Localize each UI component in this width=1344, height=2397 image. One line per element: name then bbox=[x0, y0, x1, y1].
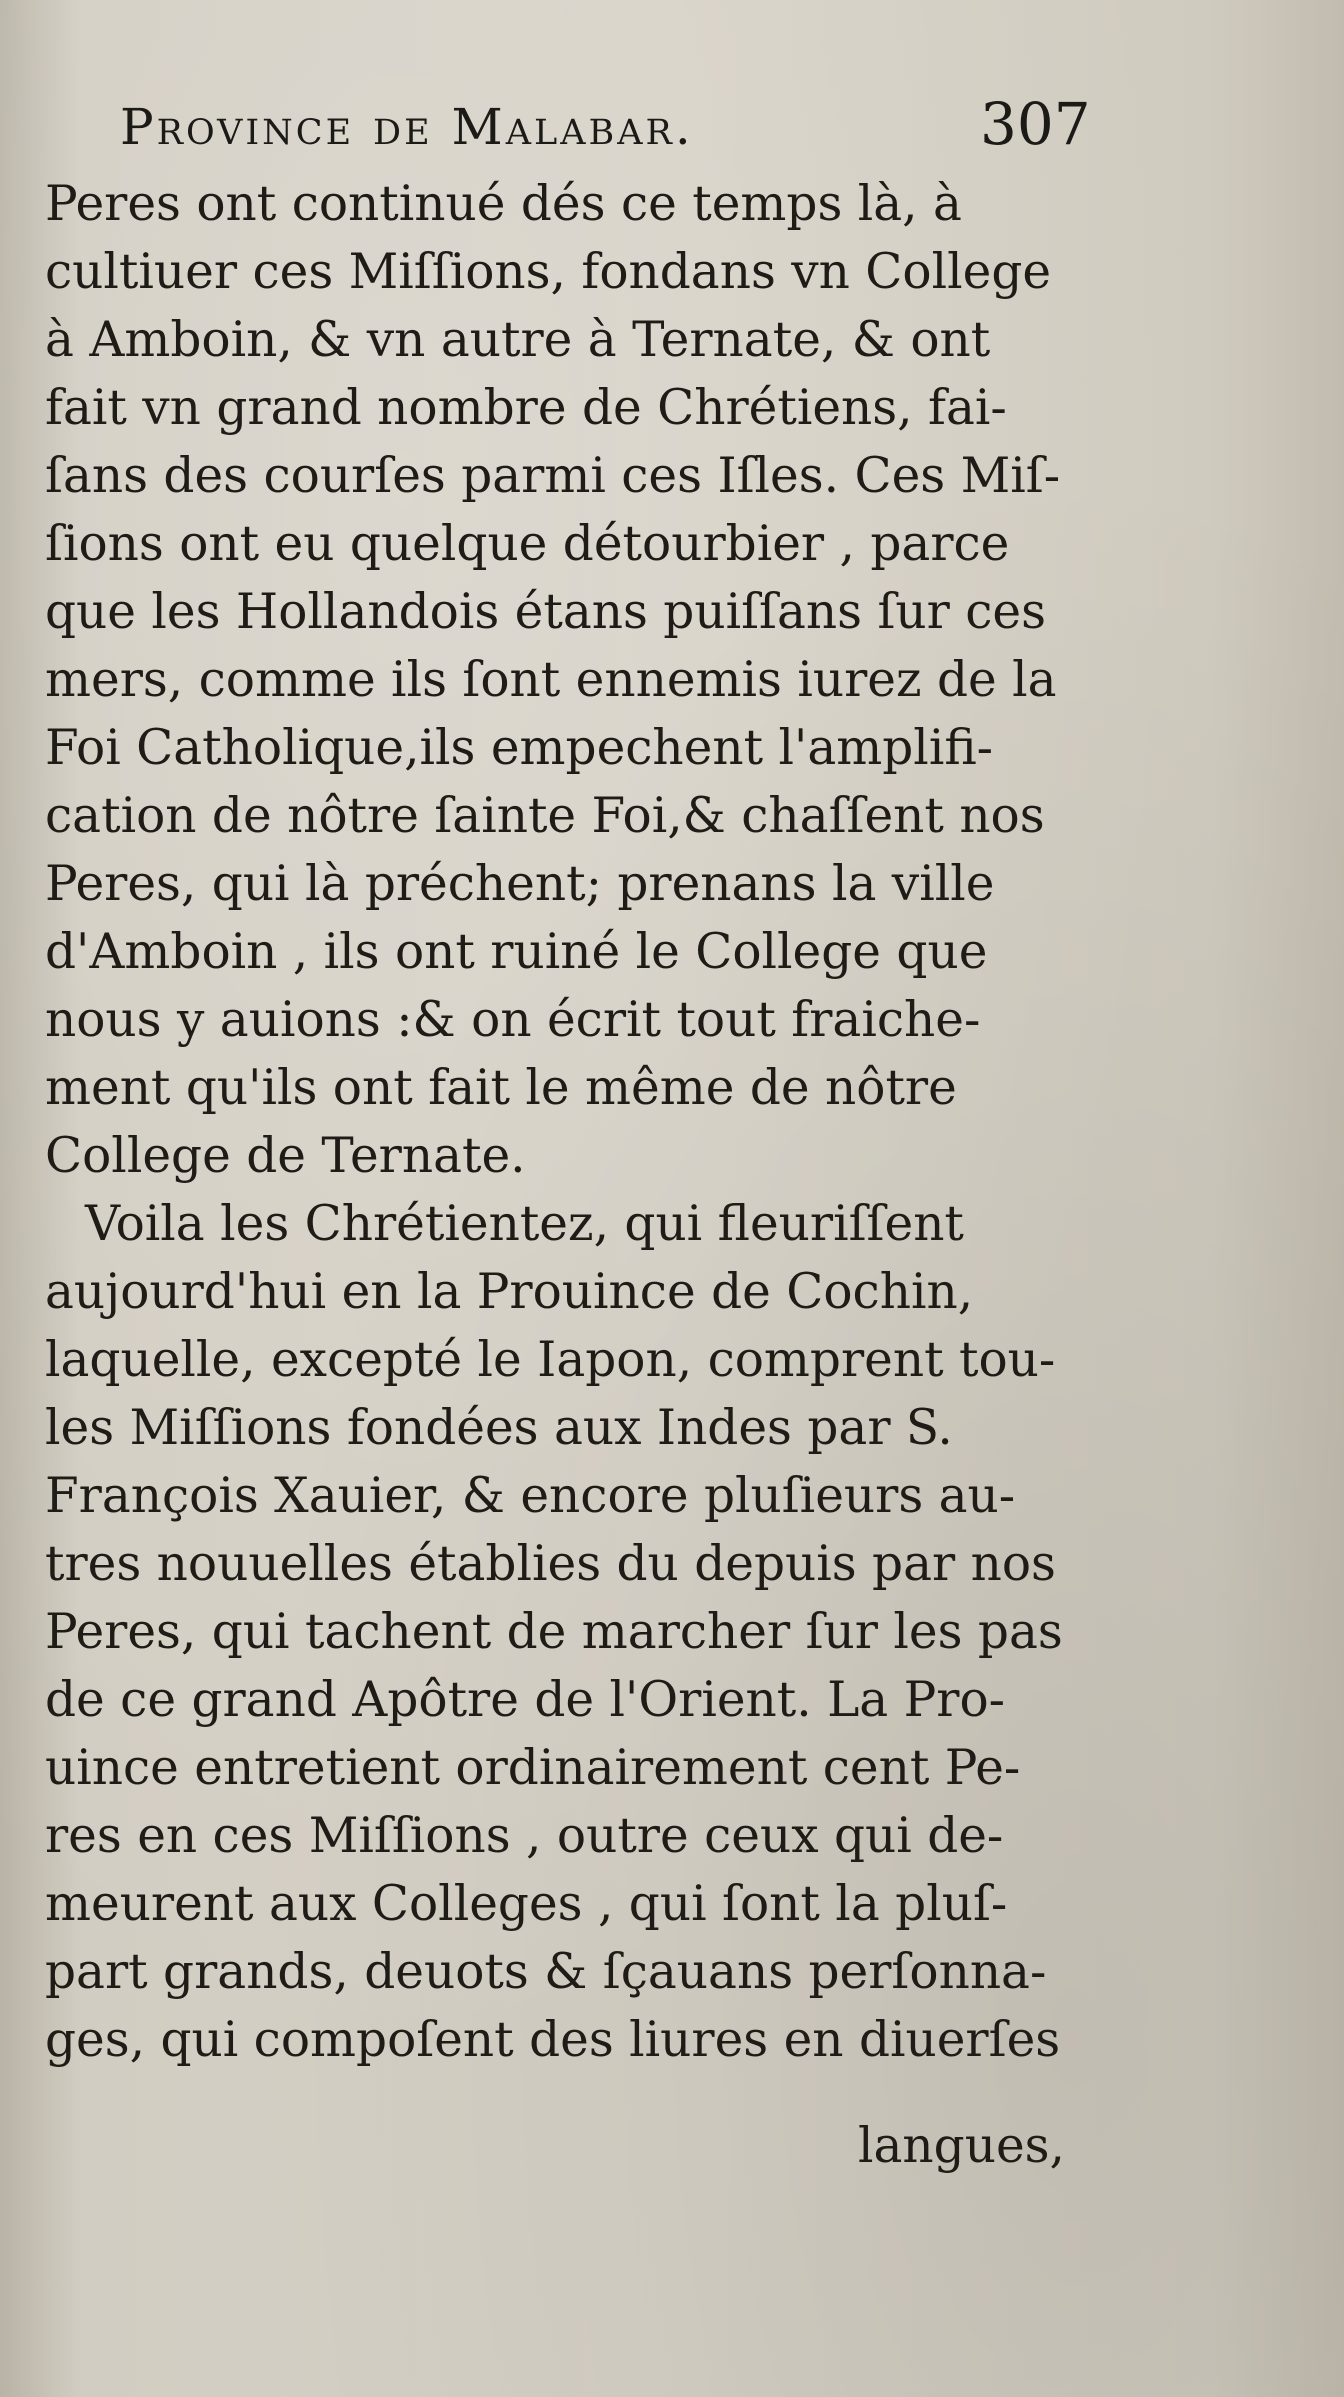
text-line: d'Amboin , ils ont ruiné le College que bbox=[45, 924, 988, 980]
text-line: François Xauier, & encore pluſieurs au- bbox=[45, 1468, 1016, 1524]
text-line: de ce grand Apôtre de l'Orient. La Pro- bbox=[45, 1672, 1006, 1728]
body-text bbox=[45, 170, 1105, 2074]
text-line: College de Ternate. bbox=[45, 1128, 526, 1184]
paragraph-2 bbox=[45, 1190, 1105, 2074]
text-line: Peres ont continué dés ce temps là, à bbox=[45, 176, 962, 232]
text-line: Foi Catholique,ils empechent l'amplifi- bbox=[45, 720, 994, 776]
text-line: laquelle, excepté le Iapon, comprent tou- bbox=[45, 1332, 1056, 1388]
text-line: fait vn grand nombre de Chrétiens, fai- bbox=[45, 380, 1007, 436]
text-line: cation de nôtre ſainte Foi,& chaſſent nos bbox=[45, 788, 1045, 844]
running-head bbox=[120, 90, 1120, 168]
running-title: Province de Malabar. bbox=[120, 98, 694, 156]
text-line: que les Hollandois étans puiſſans ſur ces bbox=[45, 584, 1046, 640]
text-line: ſions ont eu quelque détourbier , parce bbox=[45, 516, 1010, 572]
text-line: meurent aux Colleges , qui ſont la pluſ- bbox=[45, 1876, 1008, 1932]
catchword: langues, bbox=[858, 2118, 1065, 2174]
text-line: aujourd'hui en la Prouince de Cochin, bbox=[45, 1264, 974, 1320]
text-line: ges, qui compoſent des liures en diuerſes bbox=[45, 2012, 1061, 2068]
text-line: à Amboin, & vn autre à Ternate, & ont bbox=[45, 312, 991, 368]
page-number: 307 bbox=[980, 90, 1091, 158]
text-line: ment qu'ils ont fait le même de nôtre bbox=[45, 1060, 957, 1116]
text-line: uince entretient ordinairement cent Pe- bbox=[45, 1740, 1021, 1796]
paragraph-1 bbox=[45, 170, 1105, 1190]
text-line: Voila les Chrétientez, qui fleuriſſent bbox=[85, 1196, 964, 1252]
text-line: cultiuer ces Miſſions, fondans vn College bbox=[45, 244, 1052, 300]
text-line: tres nouuelles établies du depuis par nos bbox=[45, 1536, 1056, 1592]
text-line: mers, comme ils ſont ennemis iurez de la bbox=[45, 652, 1057, 708]
text-line: Peres, qui tachent de marcher ſur les pas bbox=[45, 1604, 1063, 1660]
text-line: nous y auions :& on écrit tout fraiche- bbox=[45, 992, 981, 1048]
text-line: res en ces Miſſions , outre ceux qui de- bbox=[45, 1808, 1004, 1864]
text-line: les Miſſions fondées aux Indes par S. bbox=[45, 1400, 953, 1456]
text-line: Peres, qui là préchent; prenans la ville bbox=[45, 856, 995, 912]
text-line: part grands, deuots & ſçauans perſonna- bbox=[45, 1944, 1047, 2000]
text-line: ſans des courſes parmi ces Iſles. Ces Miſ- bbox=[45, 448, 1061, 504]
